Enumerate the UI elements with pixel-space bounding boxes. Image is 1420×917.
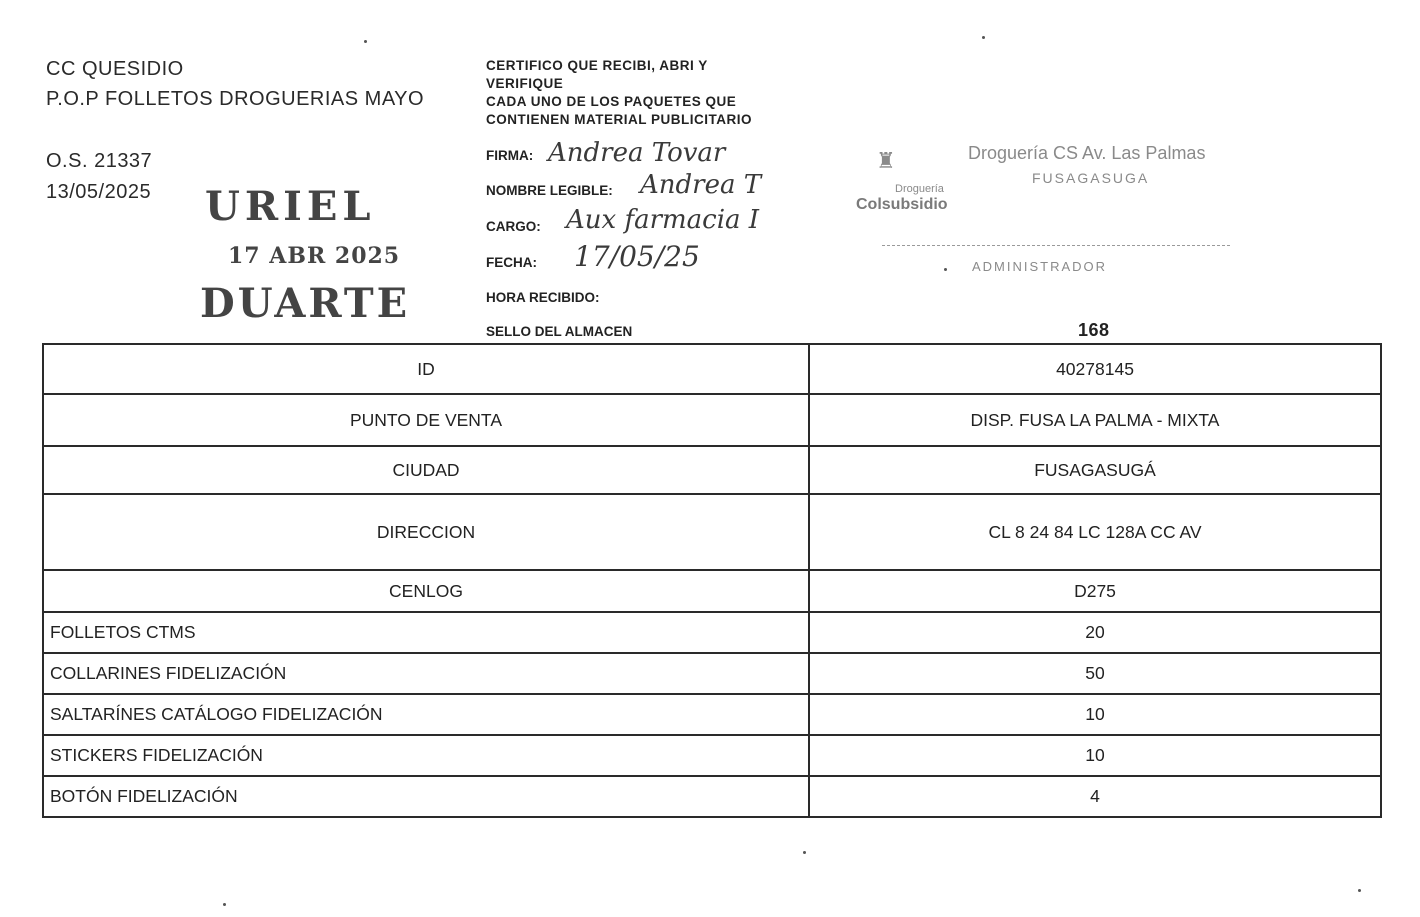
scan-speck bbox=[982, 36, 985, 39]
cert-line: CERTIFICO QUE RECIBI, ABRI Y bbox=[486, 58, 708, 73]
row-label: DIRECCION bbox=[43, 494, 809, 570]
item-quantity: 4 bbox=[809, 776, 1381, 817]
stamp-name-top: URIEL bbox=[205, 183, 376, 230]
order-number: O.S. 21337 bbox=[46, 150, 153, 172]
store-brand: Colsubsidio bbox=[856, 196, 948, 213]
row-label: PUNTO DE VENTA bbox=[43, 394, 809, 446]
item-label: SALTARÍNES CATÁLOGO FIDELIZACIÓN bbox=[43, 694, 809, 735]
row-value: DISP. FUSA LA PALMA - MIXTA bbox=[809, 394, 1381, 446]
item-quantity: 50 bbox=[809, 653, 1381, 694]
item-quantity: 20 bbox=[809, 612, 1381, 653]
item-quantity: 10 bbox=[809, 694, 1381, 735]
stamp-date: 17 ABR 2025 bbox=[228, 243, 401, 269]
item-label: BOTÓN FIDELIZACIÓN bbox=[43, 776, 809, 817]
table-row bbox=[43, 694, 1381, 735]
table-row bbox=[43, 776, 1381, 817]
cargo-label: CARGO: bbox=[486, 219, 541, 234]
fecha-value: 17/05/25 bbox=[574, 240, 700, 273]
table-row bbox=[43, 612, 1381, 653]
scan-speck bbox=[364, 40, 367, 43]
scan-speck bbox=[1358, 889, 1361, 892]
fecha-label: FECHA: bbox=[486, 255, 537, 270]
scan-speck bbox=[223, 903, 226, 906]
row-value: D275 bbox=[809, 570, 1381, 612]
firma-label: FIRMA: bbox=[486, 148, 534, 163]
item-label: FOLLETOS CTMS bbox=[43, 612, 809, 653]
item-label: STICKERS FIDELIZACIÓN bbox=[43, 735, 809, 776]
store-name: Droguería CS Av. Las Palmas bbox=[968, 143, 1206, 163]
nombre-label: NOMBRE LEGIBLE: bbox=[486, 183, 613, 198]
row-value: 40278145 bbox=[809, 344, 1381, 394]
row-label: ID bbox=[43, 344, 809, 394]
hora-label: HORA RECIBIDO: bbox=[486, 290, 600, 305]
cert-line: CADA UNO DE LOS PAQUETES QUE bbox=[486, 94, 737, 109]
store-brand-small: Droguería bbox=[895, 183, 944, 195]
cert-line: VERIFIQUE bbox=[486, 76, 564, 91]
firma-signature: Andrea Tovar bbox=[548, 138, 726, 168]
row-label: CIUDAD bbox=[43, 446, 809, 494]
table-row bbox=[43, 735, 1381, 776]
store-role: ADMINISTRADOR bbox=[972, 259, 1108, 274]
table-row bbox=[43, 446, 1381, 494]
stamp-signature-line bbox=[882, 245, 1230, 246]
scan-speck bbox=[944, 268, 947, 271]
cargo-value: Aux farmacia I bbox=[566, 205, 760, 235]
row-label: CENLOG bbox=[43, 570, 809, 612]
row-value: CL 8 24 84 LC 128A CC AV bbox=[809, 494, 1381, 570]
table-row bbox=[43, 344, 1381, 394]
cert-line: CONTIENEN MATERIAL PUBLICITARIO bbox=[486, 112, 752, 127]
stamp-name-bottom: DUARTE bbox=[200, 280, 411, 327]
order-date: 13/05/2025 bbox=[46, 181, 152, 203]
scan-speck bbox=[803, 851, 806, 854]
store-city: FUSAGASUGA bbox=[1032, 170, 1150, 186]
sello-label: SELLO DEL ALMACEN bbox=[486, 324, 633, 339]
certification-statement bbox=[486, 57, 752, 129]
header-line-2: P.O.P FOLLETOS DROGUERIAS MAYO bbox=[46, 88, 425, 110]
row-value: FUSAGASUGÁ bbox=[809, 446, 1381, 494]
item-label: COLLARINES FIDELIZACIÓN bbox=[43, 653, 809, 694]
table-row bbox=[43, 494, 1381, 570]
delivery-table bbox=[42, 343, 1382, 818]
page-number: 168 bbox=[1078, 320, 1110, 340]
table-row bbox=[43, 394, 1381, 446]
table-row bbox=[43, 570, 1381, 612]
store-logo-icon: ♜ bbox=[876, 148, 896, 173]
item-quantity: 10 bbox=[809, 735, 1381, 776]
nombre-value: Andrea T bbox=[640, 170, 762, 200]
table-row bbox=[43, 653, 1381, 694]
header-line-1: CC QUESIDIO bbox=[46, 58, 184, 80]
